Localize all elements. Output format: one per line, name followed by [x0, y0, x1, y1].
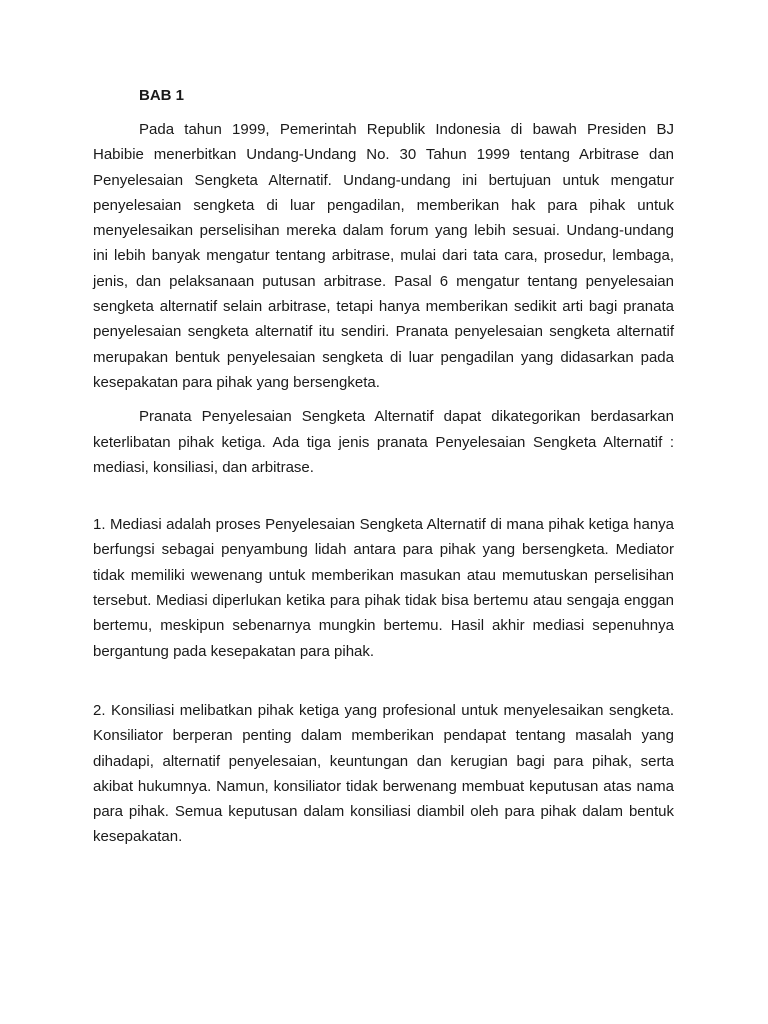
paragraph-intro: Pada tahun 1999, Pemerintah Republik Indonesia di bawah Presiden BJ Habibie menerbitkan Undang-Undang No. 30 Tahun 1999 tentang Arbitrase dan Penyelesaian Sengketa Alternatif. Undang-undang ini bertujuan untuk mengatur penyelesaian sengketa di luar pengadilan, memberikan hak para pihak untuk menyelesaikan perselisihan mereka dalam forum yang lebih sesuai. Undang-undang ini lebih banyak mengatur tentang arbitrase, mulai dari tata cara, prosedur, lembaga, jenis, dan pelaksanaan putusan arbitrase. Pasal 6 mengatur tentang penyelesaian sengketa alternatif selain arbitrase, tetapi hanya memberikan sedikit arti bagi pranata penyelesaian sengketa alternatif itu sendiri. Pranata penyelesaian sengketa alternatif merupakan bentuk penyelesaian sengketa di luar pengadilan yang didasarkan pada kesepakatan para pihak yang bersengketa.	[93, 121, 674, 391]
paragraph-mediasi: 1. Mediasi adalah proses Penyelesaian Sengketa Alternatif di mana pihak ketiga hanya berfungsi sebagai penyambung lidah antara para pihak yang bersengketa. Mediator tidak memiliki wewenang untuk memberikan masukan atau memutuskan perselisihan tersebut. Mediasi diperlukan ketika para pihak tidak bisa bertemu atau sengaja enggan bertemu, meskipun sebenarnya mungkin bertemu. Hasil akhir mediasi sepenuhnya bergantung pada kesepakatan para pihak.	[93, 516, 674, 660]
chapter-heading: BAB 1	[139, 87, 185, 104]
paragraph-categories: Pranata Penyelesaian Sengketa Alternatif dapat dikategorikan berdasarkan keterlibatan pihak ketiga. Ada tiga jenis pranata Penyelesaian Sengketa Alternatif : mediasi, konsiliasi, dan arbitrase.	[93, 408, 674, 476]
paragraph-konsiliasi: 2. Konsiliasi melibatkan pihak ketiga yang profesional untuk menyelesaikan sengketa. Konsiliator berperan penting dalam memberikan pendapat tentang masalah yang dihadapi, alternatif penyelesaian, keuntungan dan kerugian bagi para pihak, serta akibat hukumnya. Namun, konsiliator tidak berwenang membuat keputusan atas nama para pihak. Semua keputusan dalam konsiliasi diambil oleh para pihak dalam bentuk kesepakatan.	[93, 701, 674, 846]
document-page	[93, 85, 674, 850]
